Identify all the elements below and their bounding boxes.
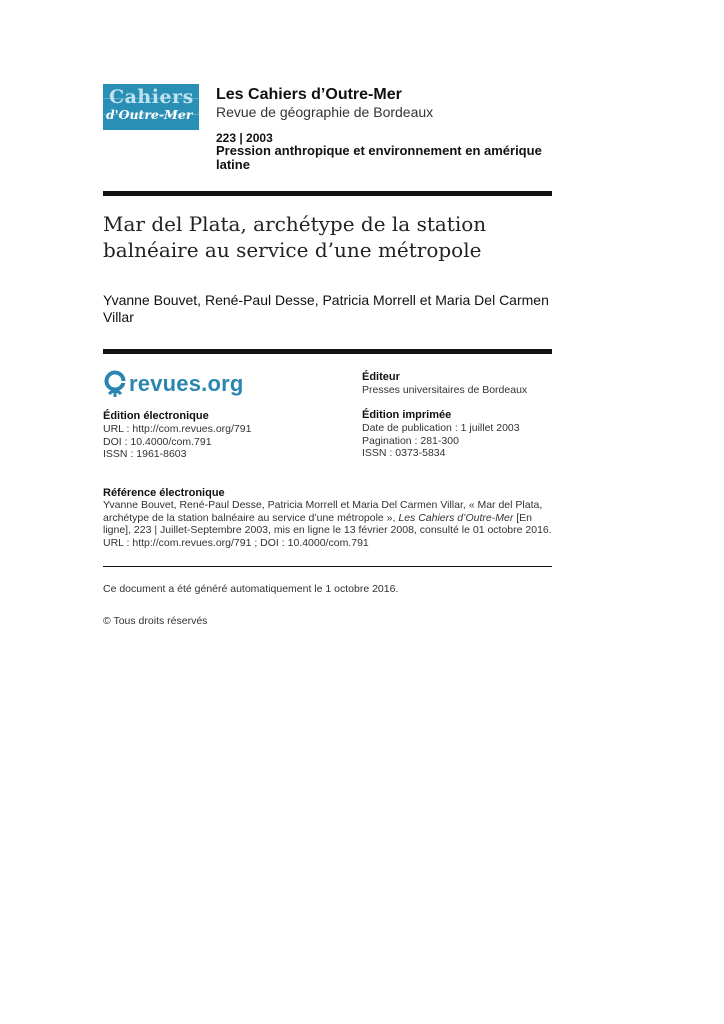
- journal-title: Les Cahiers d’Outre-Mer: [216, 86, 402, 103]
- electronic-edition-details: [103, 423, 251, 461]
- reference-part1: Yvanne Bouvet, René-Paul Desse, Patricia Morrell et Maria Del Carmen Villar, « Mar del Plata, archétype de la station balnéaire au service d’une métropole »,: [103, 499, 543, 524]
- article-authors: Yvanne Bouvet, René-Paul Desse, Patricia Morrell et Maria Del Carmen Villar: [103, 292, 549, 325]
- rights-note: © Tous droits réservés: [103, 615, 208, 627]
- revues-logo-text: revues.org: [129, 371, 244, 396]
- reference-text: [103, 499, 555, 549]
- middle-divider: [103, 349, 552, 354]
- revues-flower-icon: [103, 370, 127, 398]
- journal-logo: [103, 84, 199, 130]
- top-divider: [103, 191, 552, 196]
- print-date: Date de publication : 1 juillet 2003: [362, 422, 520, 434]
- print-edition-details: [362, 422, 520, 460]
- print-issn: ISSN : 0373-5834: [362, 447, 446, 459]
- publisher-name: Presses universitaires de Bordeaux: [362, 384, 528, 396]
- revues-logo[interactable]: [103, 370, 244, 398]
- issue-number: 223 | 2003: [216, 131, 273, 145]
- electronic-doi: DOI : 10.4000/com.791: [103, 435, 212, 448]
- publisher-heading: Éditeur: [362, 371, 400, 383]
- reference-part2: [En ligne], 223 | Juillet-Septembre 2003, mis en ligne le 13 février 2008, consulté le 01 octobre 2016. URL : http://com.revues.org/791 ; DOI : 10.4000/com.791: [103, 511, 552, 549]
- reference-journal: Les Cahiers d’Outre-Mer: [398, 511, 514, 524]
- issue-theme: Pression anthropique et environnement en amérique latine: [216, 143, 542, 172]
- journal-logo-line2: d'Outre-Mer: [106, 107, 193, 122]
- print-edition-heading: Édition imprimée: [362, 409, 452, 421]
- print-pages: Pagination : 281-300: [362, 434, 459, 447]
- electronic-edition-heading: Édition électronique: [103, 410, 209, 422]
- electronic-url[interactable]: URL : http://com.revues.org/791: [103, 423, 252, 435]
- generated-note: Ce document a été généré automatiquement le 1 octobre 2016.: [103, 583, 399, 595]
- article-title: Mar del Plata, archétype de la station balnéaire au service d’une métropole: [103, 212, 487, 262]
- electronic-issn: ISSN : 1961-8603: [103, 448, 187, 460]
- journal-logo-line1: Cahiers: [109, 86, 194, 108]
- reference-heading: Référence électronique: [103, 487, 225, 499]
- journal-subtitle: Revue de géographie de Bordeaux: [216, 104, 434, 120]
- bottom-divider: [103, 566, 552, 567]
